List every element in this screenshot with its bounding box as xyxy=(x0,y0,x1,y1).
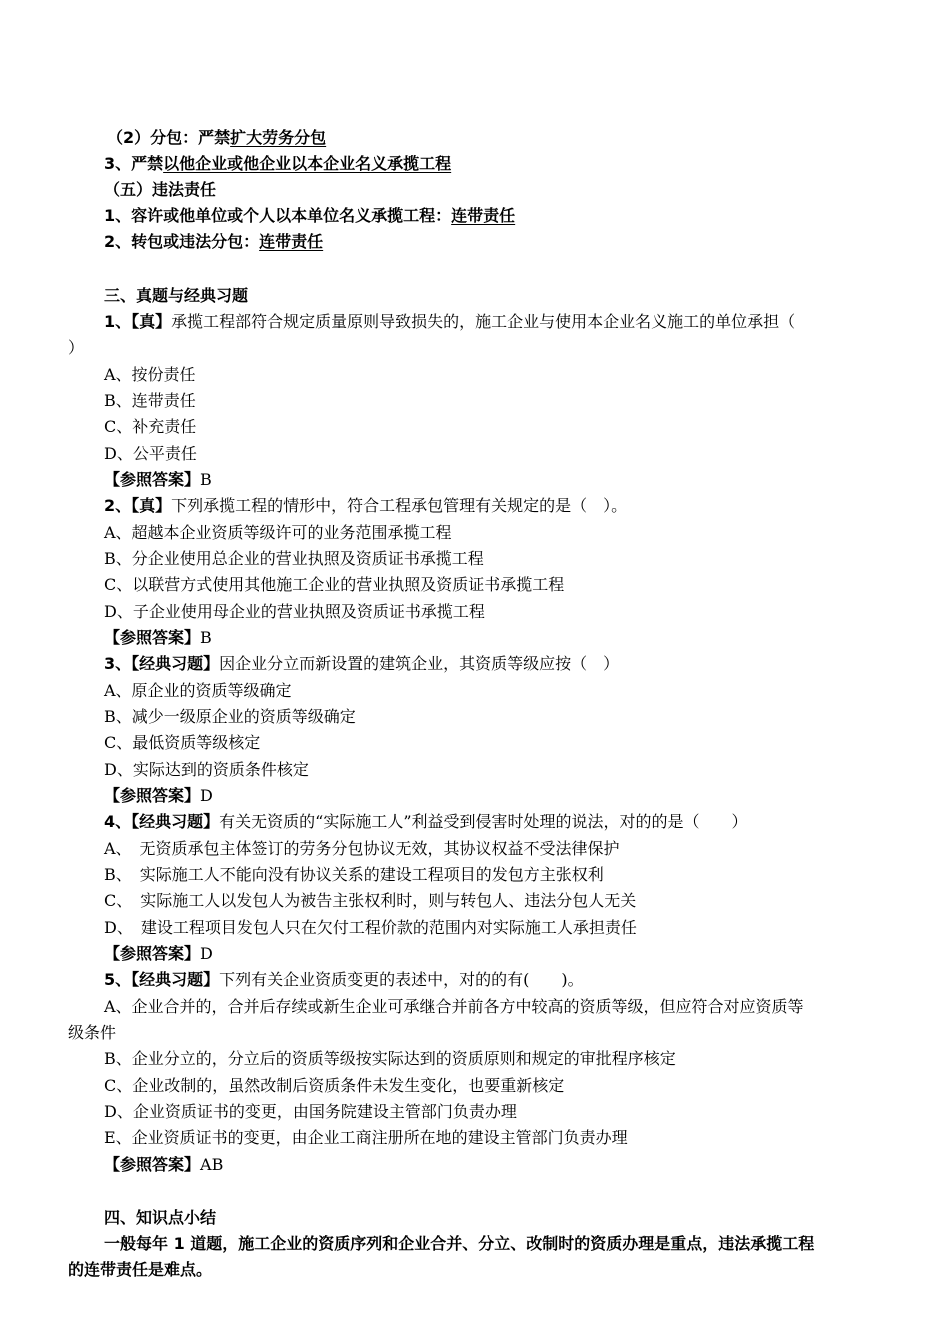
summary-line-2: 的连带责任是难点。 xyxy=(68,1260,213,1279)
liability-line-2 xyxy=(104,231,323,253)
line-text: 3、严禁 xyxy=(104,154,164,173)
question-number: 5、 xyxy=(104,970,132,989)
answer-label: 【参照答案】 xyxy=(104,1155,201,1174)
q4-option-d: D、 建设工程项目发包人只在欠付工程价款的范围内对实际施工人承担责任 xyxy=(104,918,637,937)
q5-option-e: E、企业资质证书的变更，由企业工商注册所在地的建设主管部门负责办理 xyxy=(104,1128,628,1147)
q1-option-d: D、公平责任 xyxy=(104,444,197,463)
question-tag: 【真】 xyxy=(131,496,172,515)
q3-option-a: A、原企业的资质等级确定 xyxy=(104,681,292,700)
line-text: 2、转包或违法分包： xyxy=(104,232,260,251)
line-text: 1、容许或他单位或个人以本单位名义承揽工程： xyxy=(104,206,452,225)
answer-value: B xyxy=(200,470,212,489)
q5-option-d: D、企业资质证书的变更，由国务院建设主管部门负责办理 xyxy=(104,1102,517,1121)
q4-option-b: B、 实际施工人不能向没有协议关系的建设工程项目的发包方主张权利 xyxy=(104,865,604,884)
question-tag: 【经典习题】 xyxy=(131,654,220,673)
q2-option-a: A、超越本企业资质等级许可的业务范围承揽工程 xyxy=(104,523,452,542)
answer-label: 【参照答案】 xyxy=(104,944,201,963)
q1-answer xyxy=(104,469,212,491)
underlined-text: 连带责任 xyxy=(451,206,516,225)
line-text: （2）分包：严禁 xyxy=(107,128,231,147)
question-1 xyxy=(104,311,795,333)
q5-option-c: C、企业改制的，虽然改制后资质条件未发生变化，也要重新核定 xyxy=(104,1076,565,1095)
q5-option-a: A、企业合并的，合并后存续或新生企业可承继合并前各方中较高的资质等级，但应符合对应资质等 xyxy=(104,997,804,1016)
question-tag: 【经典习题】 xyxy=(131,812,220,831)
question-5 xyxy=(104,969,584,991)
section-4-heading: 四、知识点小结 xyxy=(104,1208,217,1227)
q5-option-b: B、企业分立的，分立后的资质等级按实际达到的资质原则和规定的审批程序核定 xyxy=(104,1049,676,1068)
underlined-text: 扩大劳务分包 xyxy=(230,128,327,147)
question-4 xyxy=(104,811,748,833)
q5-option-a-continued: 级条件 xyxy=(68,1023,117,1042)
section-3-heading: 三、真题与经典习题 xyxy=(104,286,249,305)
question-1-continued: ） xyxy=(68,338,85,357)
q2-option-d: D、子企业使用母企业的营业执照及资质证书承揽工程 xyxy=(104,602,485,621)
q3-answer xyxy=(104,785,213,807)
q4-option-c: C、 实际施工人以发包人为被告主张权利时，则与转包人、违法分包人无关 xyxy=(104,891,637,910)
q4-answer xyxy=(104,943,213,965)
subcontract-line xyxy=(107,127,326,149)
q1-option-b: B、连带责任 xyxy=(104,391,196,410)
q3-option-b: B、减少一级原企业的资质等级确定 xyxy=(104,707,356,726)
q2-option-b: B、分企业使用总企业的营业执照及资质证书承揽工程 xyxy=(104,549,484,568)
liability-heading: （五）违法责任 xyxy=(104,180,217,199)
answer-value: D xyxy=(200,944,213,963)
question-text: 有关无资质的“实际施工人”利益受到侵害时处理的说法，对的的是（ ） xyxy=(219,812,748,831)
answer-value: B xyxy=(200,628,212,647)
question-tag: 【真】 xyxy=(131,312,172,331)
answer-value: AB xyxy=(200,1155,224,1174)
question-number: 4、 xyxy=(104,812,132,831)
underlined-text: 连带责任 xyxy=(259,232,324,251)
answer-label: 【参照答案】 xyxy=(104,628,201,647)
answer-label: 【参照答案】 xyxy=(104,470,201,489)
liability-line-1 xyxy=(104,205,515,227)
q1-option-a: A、按份责任 xyxy=(104,365,196,384)
question-text: 下列承揽工程的情形中，符合工程承包管理有关规定的是（ ）。 xyxy=(171,496,628,515)
question-2 xyxy=(104,495,627,517)
question-text: 承揽工程部符合规定质量原则导致损失的，施工企业与使用本企业名义施工的单位承担（ xyxy=(171,312,796,331)
q1-option-c: C、补充责任 xyxy=(104,417,197,436)
question-3 xyxy=(104,653,619,675)
question-number: 1、 xyxy=(104,312,132,331)
question-text: 下列有关企业资质变更的表述中，对的的有( )。 xyxy=(219,970,584,989)
q3-option-c: C、最低资质等级核定 xyxy=(104,733,261,752)
q2-option-c: C、以联营方式使用其他施工企业的营业执照及资质证书承揽工程 xyxy=(104,575,565,594)
q3-option-d: D、实际达到的资质条件核定 xyxy=(104,760,309,779)
question-number: 2、 xyxy=(104,496,132,515)
q2-answer xyxy=(104,627,212,649)
answer-value: D xyxy=(200,786,213,805)
summary-line-1: 一般每年 1 道题，施工企业的资质序列和企业合并、分立、改制时的资质办理是重点，违法承揽工程 xyxy=(104,1234,815,1253)
question-text: 因企业分立而新设置的建筑企业，其资质等级应按（ ） xyxy=(219,654,620,673)
prohibition-line xyxy=(104,153,451,175)
question-number: 3、 xyxy=(104,654,132,673)
underlined-text: 以他企业或他企业以本企业名义承揽工程 xyxy=(163,154,452,173)
q5-answer xyxy=(104,1154,223,1176)
answer-label: 【参照答案】 xyxy=(104,786,201,805)
q4-option-a: A、 无资质承包主体签订的劳务分包协议无效，其协议权益不受法律保护 xyxy=(104,839,620,858)
question-tag: 【经典习题】 xyxy=(131,970,220,989)
